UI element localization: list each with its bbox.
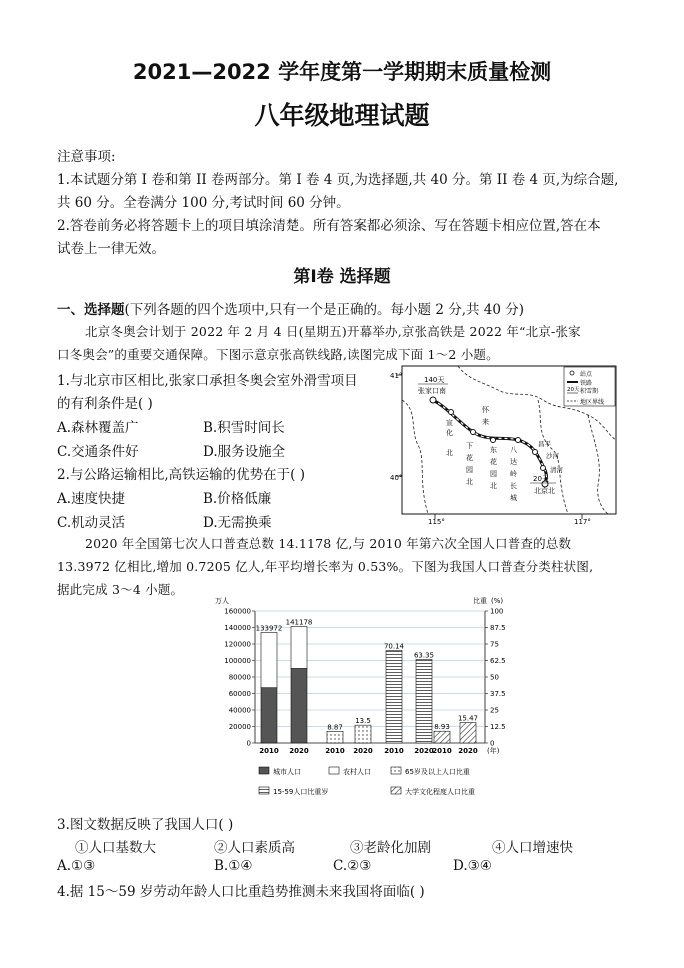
right-tick-label: 12.5: [490, 723, 506, 731]
x-tick-label: 2020: [414, 747, 434, 755]
x-tick-label: 2020: [458, 747, 478, 755]
bj-days: 20天: [533, 475, 549, 483]
x-tick-label: 2020: [289, 747, 309, 755]
rural-bar: [261, 632, 277, 687]
station-changping: [533, 450, 538, 455]
legend-snow: 积雪期: [580, 388, 599, 395]
zjk-days: 140天: [424, 376, 445, 384]
legend-urban: 城市人口: [273, 768, 301, 776]
legend-rural-swatch: [329, 767, 339, 774]
right-tick-label: 0: [490, 739, 495, 748]
x-unit: (年): [487, 747, 500, 755]
x-tick-label: 2020: [353, 747, 373, 755]
q2-option-c[interactable]: C.机动灵活: [57, 515, 126, 531]
right-tick-label: 100: [490, 607, 504, 616]
q3-item-1: ①人口基数大: [75, 840, 156, 856]
notes-heading: 注意事项:: [57, 149, 116, 165]
q1-stem-1: 1.与北京市区相比,张家口承担冬奥会室外滑雪项目: [57, 373, 358, 389]
ratio-bar: [386, 650, 402, 743]
passage1-line-2: 口冬奥会”的重要交通保障。下图示意京张高铁线路,读图完成下面 1～2 小题。: [57, 347, 499, 362]
xuanhua-2: 化: [446, 429, 453, 437]
section-instruction-bold: 一、选择题: [57, 302, 125, 318]
ratio-bar: [434, 731, 450, 743]
xuanhua-1: 宣: [446, 419, 453, 427]
xiahuayuan-3: 园: [466, 466, 473, 474]
q1-option-a[interactable]: A.森林覆盖广: [57, 420, 139, 436]
q2-option-b[interactable]: B.价格低廉: [203, 491, 272, 507]
left-tick-label: 80000: [228, 673, 251, 682]
chart-legend: [259, 767, 475, 796]
qinghe-label: 清河: [550, 466, 563, 474]
x-tick-label: 2010: [384, 747, 404, 755]
ratio-label: 15.47: [457, 714, 479, 723]
q3-item-4: ④人口增速快: [492, 840, 573, 856]
ratio-label: 13.5: [355, 717, 371, 726]
q1-option-d[interactable]: D.服务设施全: [203, 444, 286, 460]
right-tick-label: 50: [490, 673, 499, 682]
legend-college-swatch: [391, 787, 401, 794]
q1-option-b[interactable]: B.积雪时间长: [203, 420, 285, 436]
passage1-line-1: 北京冬奥会计划于 2022 年 2 月 4 日(星期五)开幕举办,京张高铁是 2022 年“北京-张家: [85, 324, 581, 339]
huailai-2: 来: [482, 418, 489, 426]
station-badaling: [516, 438, 521, 443]
left-tick-label: 0: [246, 739, 251, 748]
left-tick-label: 20000: [228, 723, 251, 731]
q2-stem: 2.与公路运输相比,高铁运输的优势在于( ): [57, 467, 305, 483]
legend-railway: 铁路: [580, 380, 593, 387]
bj-label: 北京北: [534, 487, 555, 495]
q3-option-a[interactable]: A.①③: [57, 858, 96, 874]
q3-option-c[interactable]: C.②③: [333, 858, 372, 874]
q3-stem: 3.图文数据反映了我国人口( ): [57, 817, 234, 833]
left-tick-label: 120000: [224, 640, 251, 649]
lon-117: 117°: [574, 518, 591, 526]
xiahuayuan-2: 花: [466, 454, 473, 462]
right-tick-label: 62.5: [490, 657, 506, 665]
q1-option-c[interactable]: C.交通条件好: [57, 444, 139, 460]
badaling-4: 长: [510, 482, 517, 490]
ratio-bar: [460, 723, 476, 743]
exam-title: 2021—2022 学年度第一学期期末质量检测: [132, 60, 552, 84]
donghuayuan-2: 花: [490, 458, 497, 466]
station-huailai: [491, 438, 496, 443]
left-tick-label: 100000: [224, 657, 251, 665]
notes-line-2: 共 60 分。全卷满分 100 分,考试时间 60 分钟。: [57, 195, 350, 211]
urban-bar: [261, 688, 277, 743]
passage2-line-1: 2020 年全国第七次人口普查总数 14.1178 亿,与 2010 年第六次全国人口普查的总数: [85, 536, 572, 551]
legend-college: 大学文化程度人口比重: [405, 788, 475, 796]
left-tick-label: 60000: [228, 690, 251, 698]
right-axis-label: 比重: [473, 597, 487, 605]
donghuayuan-1: 东: [490, 446, 497, 454]
lat-40: 40°: [390, 474, 403, 482]
ratio-bar: [355, 725, 371, 743]
q3-item-3: ③老龄化加剧: [350, 840, 431, 856]
census-chart: [205, 593, 525, 803]
legend-urban-swatch: [259, 767, 269, 774]
x-tick-label: 2010: [325, 747, 345, 755]
ratio-bar: [416, 659, 432, 743]
exam-subtitle: 八年级地理试题: [254, 101, 430, 130]
q4-stem: 4.据 15～59 岁劳动年龄人口比重趋势推测未来我国将面临( ): [57, 884, 425, 900]
legend-over65: 65岁及以上人口比重: [405, 768, 470, 776]
legend-rural: 农村人口: [343, 768, 371, 776]
legend-working-swatch: [259, 787, 269, 794]
q3-option-b[interactable]: B.①④: [214, 858, 253, 874]
left-tick-label: 140000: [224, 624, 251, 632]
notes-line-3: 2.答卷前务必将答题卡上的项目填涂清楚。所有答案都必须涂、写在答题卡相应位置,答在本: [57, 218, 601, 234]
urban-bar: [291, 669, 307, 743]
q2-option-a[interactable]: A.速度快捷: [57, 491, 126, 507]
station-zjk: [430, 397, 436, 403]
section-instruction-text: (下列各题的四个选项中,只有一个是正确的。每小题 2 分,共 40 分): [124, 302, 525, 318]
ratio-bar: [327, 731, 343, 743]
right-tick-label: 75: [490, 640, 499, 649]
section-instruction: [57, 298, 524, 318]
badaling-3: 岭: [510, 470, 517, 478]
rural-bar: [291, 627, 307, 669]
notes-line-1: 1.本试题分第 I 卷和第 II 卷两部分。第 I 卷 4 页,为选择题,共 40 分。第 II 卷 4 页,为综合题,: [57, 172, 619, 188]
ratio-label: 70.14: [383, 642, 405, 651]
passage2-line-2: 13.3972 亿相比,增加 0.7205 亿人,年平均增长率为 0.53%。下图为我国人口普查分类柱状图,: [57, 559, 594, 574]
right-tick-label: 87.5: [490, 624, 506, 632]
xiahuayuan-4: 北: [466, 478, 473, 486]
legend-over65-swatch: [391, 767, 401, 774]
ratio-label: 8.93: [434, 723, 450, 732]
ratio-label: 8.87: [327, 723, 343, 732]
legend-station: 站点: [580, 371, 593, 378]
section-title: 第Ⅰ卷 选择题: [293, 267, 391, 287]
total-label: 141178: [285, 618, 313, 627]
notes-line-4: 试卷上一律无效。: [57, 241, 165, 257]
railway-map: [388, 360, 622, 526]
left-tick-label: 160000: [224, 607, 251, 616]
left-axis-label: 万人: [215, 597, 229, 605]
xiahuayuan-1: 下: [466, 442, 473, 450]
q3-option-d[interactable]: D.③④: [453, 858, 492, 874]
right-tick-label: 25: [490, 706, 499, 715]
ratio-label: 63.35: [413, 651, 435, 660]
right-tick-label: 37.5: [490, 690, 506, 698]
left-tick-label: 40000: [228, 706, 251, 715]
lon-115: 115°: [428, 518, 445, 526]
total-label: 133972: [255, 624, 283, 633]
donghuayuan-3: 园: [490, 470, 497, 478]
station-xuanhua: [449, 410, 454, 415]
xuanhua-3: 北: [446, 449, 453, 457]
zjk-label: 张家口南: [418, 387, 446, 395]
q2-option-d[interactable]: D.无需换乘: [203, 515, 272, 531]
legend-days: 20天: [567, 387, 580, 393]
right-axis-unit: (%): [491, 597, 504, 605]
badaling-5: 城: [510, 494, 517, 502]
q1-stem-2: 的有利条件是( ): [57, 396, 153, 412]
shahe-label: 沙河: [546, 452, 559, 460]
changping-label: 昌平: [538, 440, 551, 448]
huailai-1: 怀: [482, 406, 489, 414]
donghuayuan-4: 北: [490, 482, 497, 490]
legend-working: 15-59人口比重岁: [273, 788, 329, 796]
lat-41: 41°: [390, 372, 403, 380]
passage2-line-3: 据此完成 3～4 小题。: [57, 582, 184, 597]
x-tick-label: 2010: [259, 747, 279, 755]
x-tick-label: 2010: [432, 747, 452, 755]
badaling-2: 达: [510, 458, 517, 466]
station-xiahuayuan: [471, 430, 476, 435]
q3-item-2: ②人口素质高: [214, 840, 295, 856]
legend-boundary: 地区界线: [580, 399, 605, 406]
station-qinghe: [541, 466, 546, 471]
badaling-1: 八: [510, 446, 517, 454]
